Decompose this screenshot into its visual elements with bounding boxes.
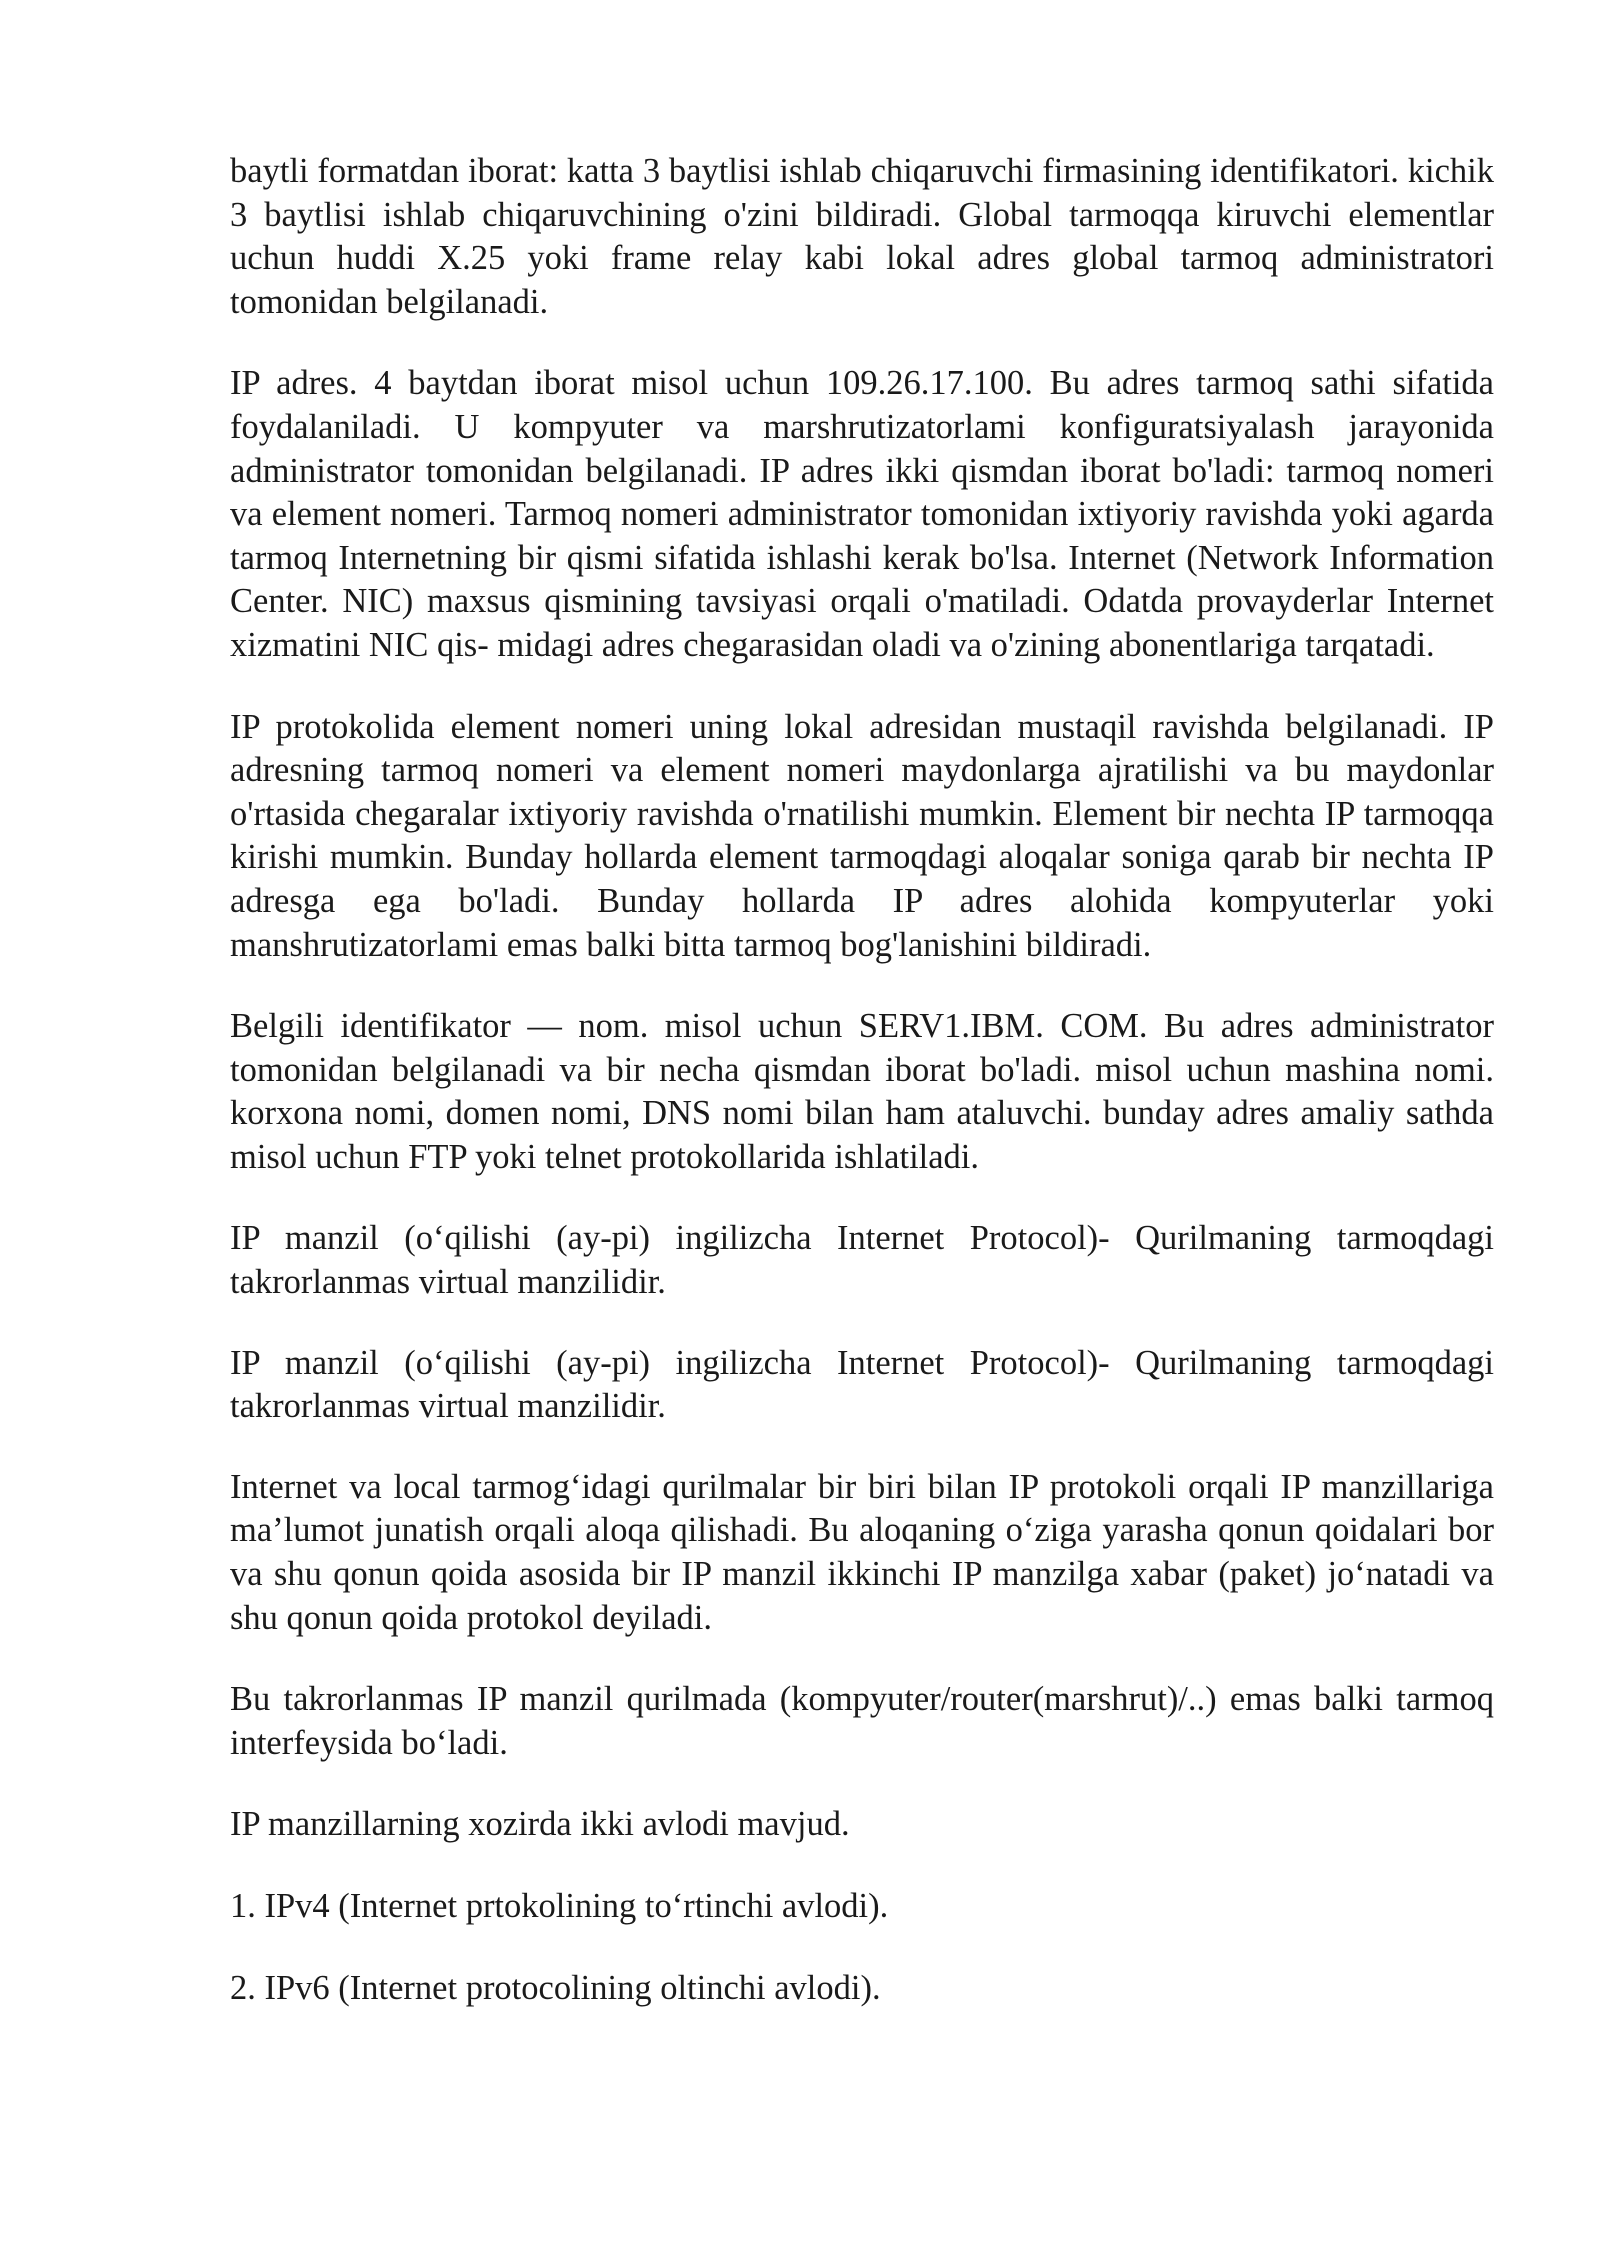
paragraph-network-interface: Bu takrorlanmas IP manzil qurilmada (kompyuter/router(marshrut)/..) emas balki tarmoq interfeysida bo‘ladi. (230, 1680, 1494, 1762)
paragraph-symbolic-identifier: Belgili identifikator — nom. misol uchun SERV1.IBM. COM. Bu adres administrator tomonidan belgilanadi va bir necha qismdan iborat bo'ladi. misol uchun mashina nomi. korxona nomi, domen nomi, DNS nomi bilan ham ataluvchi. bunday adres amaliy sathda misol uchun FTP yoki telnet protokollarida ishlatiladi. (230, 1007, 1494, 1176)
paragraph-ip-definition-1: IP manzil (o‘qilishi (ay-pi) ingilizcha Internet Protocol)- Qurilmaning tarmoqdagi takrorlanmas virtual manzilidir. (230, 1219, 1494, 1302)
paragraph-mac-address-format: baytli formatdan iborat: katta 3 baytlisi ishlab chiqaruvchi firmasining identifikatori. kichik 3 baytlisi ishlab chiqaruvchining o'zini bildiradi. Global tarmoqqa kiruvchi elementlar uchun huddi X.25 yoki frame relay kabi lokal adres global tarmoq administratori tomonidan belgilanadi. (230, 152, 1494, 321)
list-item-ipv4: 1. IPv4 (Internet prtokolining to‘rtinchi avlodi). (230, 1887, 889, 1925)
document-page (230, 150, 1494, 2048)
paragraph-ip-definition-2: IP manzil (o‘qilishi (ay-pi) ingilizcha Internet Protocol)- Qurilmaning tarmoqdagi takrorlanmas virtual manzilidir. (230, 1343, 1494, 1426)
paragraph-internet-communication: Internet va local tarmog‘idagi qurilmalar bir biri bilan IP protokoli orqali IP manzillariga ma’lumot junatish orqali aloqa qilishadi. Bu aloqaning o‘ziga yarasha qonun qoidalari bor va shu qonun qoida asosida bir IP manzil ikkinchi IP manzilga xabar (paket) jo‘natadi va shu qonun qoida protokol deyiladi. (230, 1467, 1494, 1637)
paragraph-ip-address: IP adres. 4 baytdan iborat misol uchun 109.26.17.100. Bu adres tarmoq sathi sifatida foydalaniladi. U kompyuter va marshrutizatorlami konfiguratsiyalash jarayonida administrator tomonidan belgilanadi. IP adres ikki qismdan iborat bo'ladi: tarmoq nomeri va element nomeri. Tarmoq nomeri administrator tomonidan ixtiyoriy ravishda yoki agarda tarmoq Internetning bir qismi sifatida ishlashi kerak bo'lsa. Internet (Network Information Center. NIC) maxsus qismining tavsiyasi orqali o'matiladi. Odatda provayderlar Internet xizmatini NIC qis- midagi adres chegarasidan oladi va o'zining abonentlariga tarqatadi. (230, 364, 1494, 664)
paragraph-ip-protocol-element: IP protokolida element nomeri uning lokal adresidan mustaqil ravishda belgilanadi. IP adresning tarmoq nomeri va element nomeri maydonlarga ajratilishi va bu maydonlar o'rtasida chegaralar ixtiyoriy ravishda o'rnatilishi mumkin. Element bir nechta IP tarmoqqa kirishi mumkin. Bunday hollarda element tarmoqdagi aloqalar soniga qarab bir nechta IP adresga ega bo'ladi. Bunday hollarda IP adres alohida kompyuterlar yoki manshrutizatorlami emas balki bitta tarmoq bog'lanishini bildiradi. (230, 707, 1494, 964)
list-item-ipv6: 2. IPv6 (Internet protocolining oltinchi avlodi). (230, 1968, 881, 2007)
paragraph-ip-generations: IP manzillarning xozirda ikki avlodi mavjud. (230, 1805, 850, 1844)
